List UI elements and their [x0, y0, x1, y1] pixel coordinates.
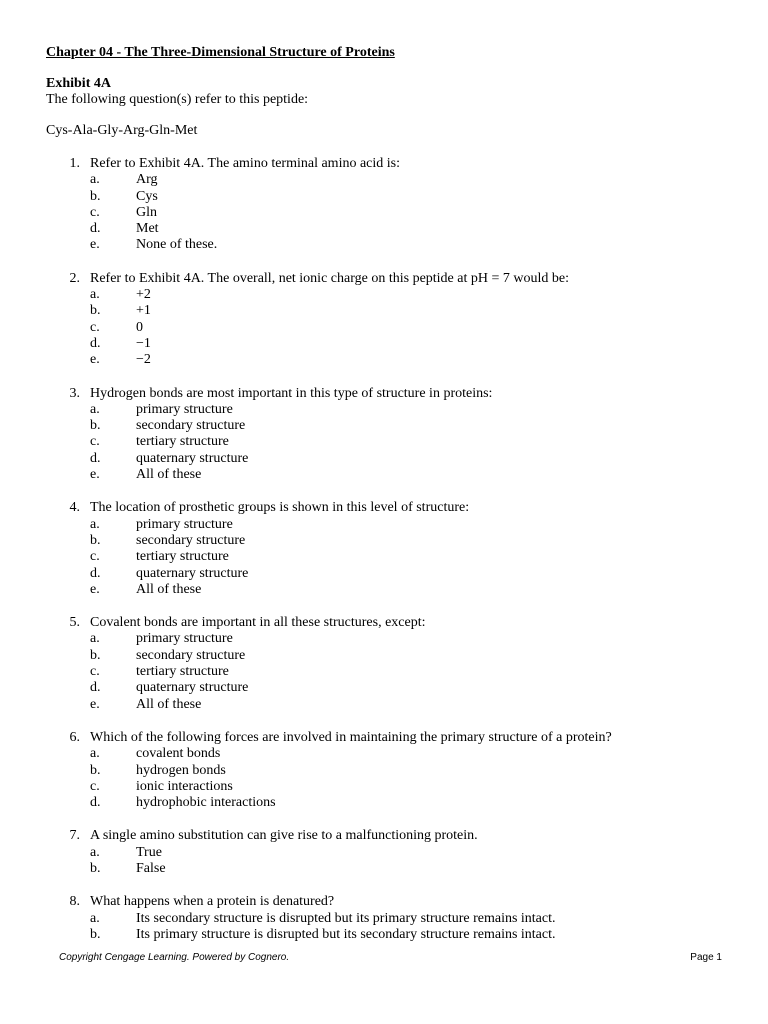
- option-letter: d.: [90, 795, 101, 811]
- option-letter: c.: [90, 204, 100, 220]
- footer-page-number: Page 1: [690, 952, 722, 963]
- option-text: secondary structure: [136, 647, 246, 663]
- option-text: Its secondary structure is disrupted but its primary structure remains intact.: [136, 910, 556, 926]
- question-item: [0, 500, 768, 598]
- option-text: quaternary structure: [136, 565, 249, 581]
- question-text: Refer to Exhibit 4A. The overall, net ionic charge on this peptide at pH = 7 would be:: [90, 270, 569, 286]
- answer-option: [0, 911, 768, 927]
- question-number: 7.: [69, 828, 80, 844]
- option-text: −2: [136, 352, 151, 368]
- answer-option: [0, 434, 768, 450]
- option-text: 0: [136, 319, 143, 335]
- answer-option: [0, 205, 768, 221]
- answer-option: [0, 467, 768, 483]
- option-letter: a.: [90, 516, 100, 532]
- question-item: [0, 615, 768, 713]
- option-letter: d.: [90, 680, 101, 696]
- question-item: [0, 730, 768, 811]
- option-letter: e.: [90, 467, 100, 483]
- question-item: [0, 828, 768, 877]
- option-text: tertiary structure: [136, 434, 229, 450]
- option-letter: c.: [90, 664, 100, 680]
- answer-option: [0, 533, 768, 549]
- page-title: Chapter 04 - The Three-Dimensional Structure of Proteins: [46, 45, 395, 60]
- option-letter: e.: [90, 696, 100, 712]
- option-text: primary structure: [136, 516, 233, 532]
- question-text: Which of the following forces are involved in maintaining the primary structure of a protein?: [90, 729, 612, 745]
- option-text: ionic interactions: [136, 778, 233, 794]
- answer-option: [0, 287, 768, 303]
- question-stem: [0, 828, 768, 844]
- option-letter: a.: [90, 401, 100, 417]
- option-text: Its primary structure is disrupted but its secondary structure remains intact.: [136, 926, 556, 942]
- question-stem: [0, 615, 768, 631]
- option-letter: e.: [90, 352, 100, 368]
- answer-option: [0, 664, 768, 680]
- option-letter: b.: [90, 647, 101, 663]
- option-text: quaternary structure: [136, 680, 249, 696]
- question-stem: [0, 386, 768, 402]
- question-item: [0, 156, 768, 254]
- question-text: Refer to Exhibit 4A. The amino terminal amino acid is:: [90, 156, 401, 171]
- question-number: 2.: [69, 270, 80, 286]
- question-number: 5.: [69, 615, 80, 631]
- option-text: False: [136, 860, 166, 876]
- option-letter: a.: [90, 844, 100, 860]
- answer-option: [0, 582, 768, 598]
- option-text: hydrogen bonds: [136, 762, 226, 778]
- option-text: Gln: [136, 204, 157, 220]
- answer-option: [0, 648, 768, 664]
- option-text: tertiary structure: [136, 664, 229, 680]
- option-text: primary structure: [136, 631, 233, 647]
- answer-option: [0, 697, 768, 713]
- page-footer: [0, 952, 768, 968]
- option-text: covalent bonds: [136, 746, 221, 762]
- option-text: None of these.: [136, 237, 218, 253]
- option-text: secondary structure: [136, 418, 246, 434]
- answer-option: [0, 549, 768, 565]
- option-letter: c.: [90, 434, 100, 450]
- option-text: All of these: [136, 581, 202, 597]
- answer-option: [0, 221, 768, 237]
- option-letter: a.: [90, 910, 100, 926]
- question-number: 3.: [69, 385, 80, 401]
- answer-option: [0, 927, 768, 943]
- option-letter: b.: [90, 532, 101, 548]
- option-letter: d.: [90, 221, 101, 237]
- answer-option: [0, 763, 768, 779]
- option-text: hydrophobic interactions: [136, 795, 276, 811]
- option-text: All of these: [136, 467, 202, 483]
- question-stem: [0, 894, 768, 910]
- answer-option: [0, 402, 768, 418]
- question-item: [0, 894, 768, 943]
- answer-option: [0, 303, 768, 319]
- question-list: [0, 156, 768, 960]
- option-text: primary structure: [136, 401, 233, 417]
- question-number: 8.: [69, 894, 80, 910]
- option-letter: d.: [90, 450, 101, 466]
- question-text: The location of prosthetic groups is shown in this level of structure:: [90, 500, 470, 516]
- answer-option: [0, 517, 768, 533]
- answer-option: [0, 631, 768, 647]
- question-item: [0, 386, 768, 484]
- option-letter: b.: [90, 188, 101, 204]
- option-letter: b.: [90, 926, 101, 942]
- question-text: A single amino substitution can give rise to a malfunctioning protein.: [90, 828, 478, 844]
- option-text: Arg: [136, 172, 158, 188]
- option-text: +2: [136, 287, 151, 303]
- answer-option: [0, 795, 768, 811]
- option-letter: e.: [90, 237, 100, 253]
- answer-option: [0, 779, 768, 795]
- answer-option: [0, 451, 768, 467]
- question-text: What happens when a protein is denatured?: [90, 894, 335, 910]
- option-text: quaternary structure: [136, 450, 249, 466]
- question-stem: [0, 730, 768, 746]
- peptide-sequence: Cys-Ala-Gly-Arg-Gln-Met: [46, 123, 198, 138]
- answer-option: [0, 845, 768, 861]
- option-letter: c.: [90, 319, 100, 335]
- option-letter: a.: [90, 631, 100, 647]
- option-letter: a.: [90, 172, 100, 188]
- option-letter: a.: [90, 746, 100, 762]
- option-letter: d.: [90, 565, 101, 581]
- question-stem: [0, 500, 768, 516]
- option-text: Cys: [136, 188, 158, 204]
- question-number: 1.: [69, 156, 80, 171]
- option-text: All of these: [136, 696, 202, 712]
- question-number: 6.: [69, 729, 80, 745]
- answer-option: [0, 680, 768, 696]
- option-text: Met: [136, 221, 159, 237]
- option-letter: b.: [90, 418, 101, 434]
- option-letter: b.: [90, 303, 101, 319]
- answer-option: [0, 237, 768, 253]
- option-text: −1: [136, 335, 151, 351]
- answer-option: [0, 746, 768, 762]
- question-number: 4.: [69, 500, 80, 516]
- answer-option: [0, 861, 768, 877]
- option-text: +1: [136, 303, 151, 319]
- question-item: [0, 271, 768, 369]
- exhibit-title: Exhibit 4A: [46, 76, 111, 91]
- option-letter: d.: [90, 335, 101, 351]
- option-letter: c.: [90, 778, 100, 794]
- exhibit-intro: The following question(s) refer to this peptide:: [46, 92, 309, 107]
- option-letter: b.: [90, 860, 101, 876]
- option-letter: b.: [90, 762, 101, 778]
- option-text: True: [136, 844, 162, 860]
- question-stem: [0, 271, 768, 287]
- option-text: tertiary structure: [136, 549, 229, 565]
- answer-option: [0, 320, 768, 336]
- question-text: Covalent bonds are important in all these structures, except:: [90, 615, 426, 631]
- answer-option: [0, 566, 768, 582]
- question-text: Hydrogen bonds are most important in this type of structure in proteins:: [90, 385, 493, 401]
- answer-option: [0, 336, 768, 352]
- answer-option: [0, 418, 768, 434]
- option-letter: a.: [90, 287, 100, 303]
- answer-option: [0, 352, 768, 368]
- footer-copyright: Copyright Cengage Learning. Powered by Cognero.: [59, 952, 290, 963]
- question-stem: [0, 156, 768, 172]
- answer-option: [0, 172, 768, 188]
- answer-option: [0, 189, 768, 205]
- option-letter: e.: [90, 581, 100, 597]
- option-text: secondary structure: [136, 532, 246, 548]
- option-letter: c.: [90, 549, 100, 565]
